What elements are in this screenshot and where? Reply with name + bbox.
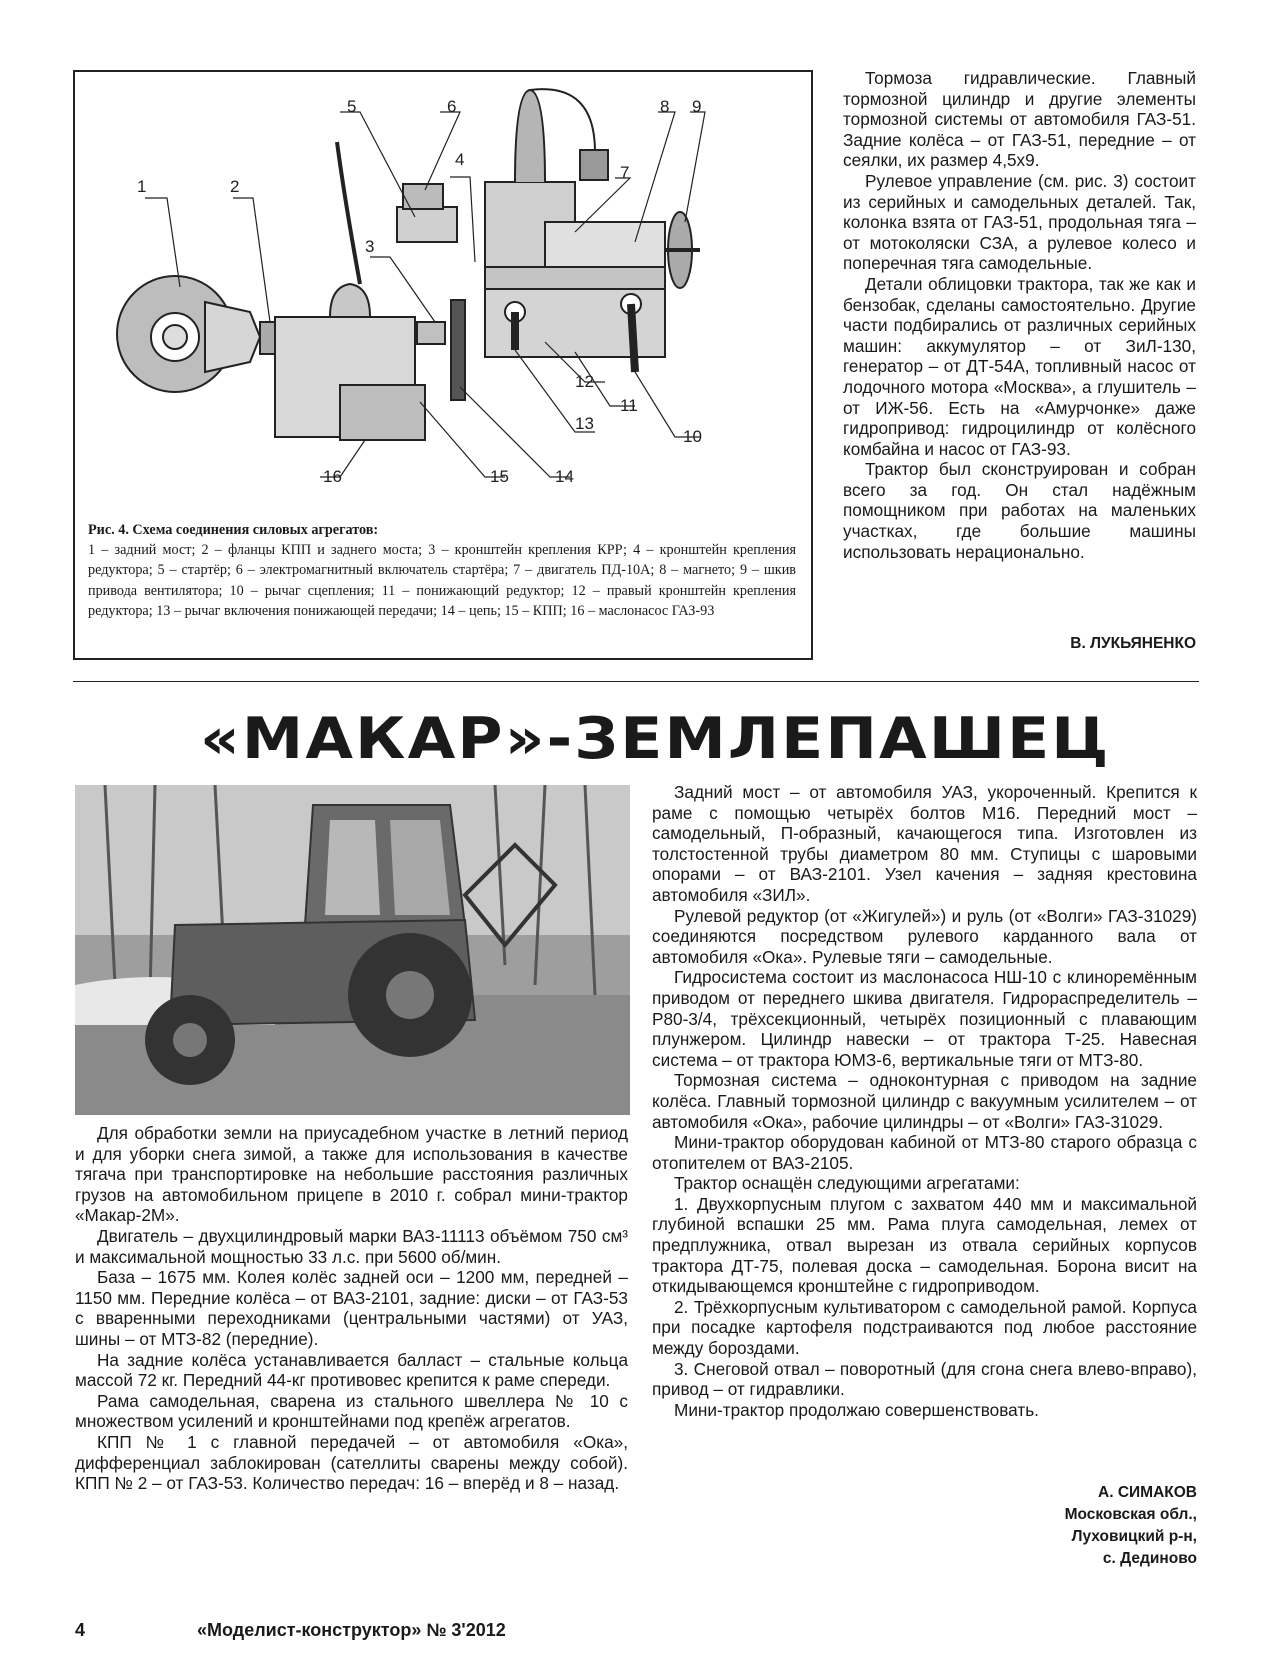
figure-caption	[88, 520, 796, 621]
paragraph: Тормозная система – одноконтурная с приводом на задние колёса. Главный тормозной цилиндр с вакуумным усилителем – от автомобиля «Ока», рабочие цилиндры – от «Волги» ГАЗ-31029.	[652, 1070, 1197, 1132]
paragraph: База – 1675 мм. Колея колёс задней оси – 1200 мм, передней – 1150 мм. Передние колёса – от ВАЗ-2101, задние: диски – от ГАЗ-53 с вваренными переходниками (центральными частями) от УАЗ, шины – от МТЗ-82 (передние).	[75, 1267, 628, 1349]
paragraph: Рулевой редуктор (от «Жигулей») и руль (от «Волги» ГАЗ-31029) соединяются посредством рулевого карданного вала от автомобиля «Ока». Рулевые тяги – самодельные.	[652, 905, 1197, 967]
paragraph: Детали облицовки трактора, так же как и бензобак, сделаны самостоятельно. Другие части подбирались от различных серийных машин: аккумулятор – от ЗиЛ-130, генератор – от ДТ-54А, топливный насос от лодочного мотора «Москва», а глушитель – от ИЖ-56. Есть на «Амурчонке» даже гидропривод: гидроцилиндр от колёсного комбайна и насос от ГАЗ-93.	[843, 273, 1196, 459]
rear-axle-housing	[205, 302, 260, 372]
paragraph: Мини-трактор продолжаю совершенствовать.	[674, 1399, 1039, 1420]
paragraph: Рулевое управление (см. рис. 3) состоит из серийных и самодельных деталей. Так, колонка взята от ГАЗ-51, продольная тяга – от мотоколяски СЗА, а рулевое колесо и поперечная тяга самодельные.	[843, 170, 1196, 274]
paragraph: 2. Трёхкорпусным культиватором с самодельной рамой. Корпуса при посадке картофеля подстраиваются под любое расстояние между бороздами.	[652, 1296, 1197, 1359]
diagram-label: 13	[575, 414, 594, 433]
diagram-label: 11	[620, 396, 638, 415]
diagram-label: 8	[660, 97, 670, 116]
paragraph: 3. Снеговой отвал – поворотный (для сгона снега влево-вправо), привод – от гидравлики.	[652, 1358, 1197, 1400]
main-article-right-column	[652, 782, 1197, 1420]
diagram-label: 5	[347, 97, 357, 116]
oil-pump	[340, 385, 425, 440]
diagram-label: 3	[365, 237, 375, 256]
drive-chain	[451, 300, 465, 400]
tractor-photo	[75, 785, 630, 1115]
paragraph: Гидросистема состоит из маслонасоса НШ-10 с клиноремённым приводом от переднего шкива двигателя. Гидрораспределитель – Р80-3/4, трёхсекционный, четырёх позиционный с плавающим плунжером. Цилиндр навески – от трактора Т-25. Навесная система – от трактора ЮМЗ-6, вертикальные тяги от МТЗ-80.	[652, 967, 1197, 1070]
diagram-label: 7	[620, 163, 630, 182]
page-number: 4	[75, 1620, 86, 1640]
diagram-label: 12	[575, 372, 594, 391]
diagram-label: 6	[447, 97, 457, 116]
flange	[260, 322, 276, 354]
paragraph: Трактор оснащён следующими агрегатами:	[674, 1173, 1020, 1194]
paragraph: Рама самодельная, сварена из стального швеллера № 10 с множеством усилений и кронштейнами под крепёж агрегатов.	[75, 1390, 628, 1432]
article-title: «МАКАР»-ЗЕМЛЕПАШЕЦ	[200, 706, 1111, 772]
diagram-label: 1	[137, 177, 147, 196]
diagram-label: 15	[490, 467, 509, 486]
paragraph: Трактор был сконструирован и собран всего за год. Он стал надёжным помощником при работах на маленьких участках, где большие машины использовать нерационально.	[843, 459, 1196, 562]
top-article-column	[843, 68, 1196, 562]
author-region: Московская обл.,	[1064, 1506, 1197, 1523]
journal-issue: «Моделист-конструктор» № 3'2012	[197, 1620, 506, 1640]
diagram-label: 2	[230, 177, 240, 196]
paragraph: На задние колёса устанавливается балласт – стальные кольца массой 72 кг. Передний 44-кг противовес крепится к раме спереди.	[75, 1349, 628, 1391]
paragraph: КПП № 1 с главной передачей – от автомобиля «Ока», дифференциал заблокирован (сателлиты сварены между собой). КПП № 2 – от ГАЗ-53. Количество передач: 16 – вперёд и 8 – назад.	[75, 1431, 628, 1494]
paragraph: Для обработки земли на приусадебном участке в летний период и для уборки снега зимой, а также для использования в качестве тягача при транспортировке на небольшие расстояния различных грузов на автомобильном прицепе в 2010 г. собрал мини-трактор «Макар-2М».	[75, 1123, 628, 1226]
diagram-label: 16	[323, 467, 342, 486]
magneto	[580, 150, 608, 180]
paragraph: 1. Двухкорпусным плугом с захватом 440 мм и максимальной глубиной вспашки 25 мм. Рама плуга самодельная, лемех от предплужника, отвал вырезан из отвала серийных корпусов трактора ДТ-75, полевая доска – самодельная. Борона висит на откидывающемся кронштейне с гидроприводом.	[652, 1193, 1197, 1297]
figure-caption-text: 1 – задний мост; 2 – фланцы КПП и заднего моста; 3 – кронштейн крепления КРР; 4 – кронштейн крепления редуктора; 5 – стартёр; 6 – электромагнитный включатель стартёра; 7 – двигатель ПД-10А; 8 – магнето; 9 – шкив привода вентилятора; 10 – рычаг сцепления; 11 – понижающий редуктор; 12 – правый кронштейн крепления редуктора; 13 – рычаг включения понижающей передачи; 14 – цепь; 15 – КПП; 16 – маслонасос ГАЗ-93	[88, 542, 796, 619]
paragraph: Тормоза гидравлические. Главный тормозной цилиндр и другие элементы тормозной системы от автомобиля ГАЗ-51. Задние колёса – от ГАЗ-51, передние – от сеялки, их размер 4,5х9.	[843, 68, 1196, 171]
diagram-label: 14	[555, 467, 574, 486]
paragraph: Двигатель – двухцилиндровый марки ВАЗ-11113 объёмом 750 см³ и максимальной мощностью 33 л.с. при 5600 об/мин.	[75, 1225, 628, 1267]
starter	[397, 207, 457, 242]
diagram-label: 9	[692, 97, 702, 116]
top-article-author: В. ЛУКЬЯНЕНКО	[1070, 635, 1196, 652]
paragraph: Мини-трактор оборудован кабиной от МТЗ-80 старого образца с отопителем от ВАЗ-2105.	[652, 1132, 1197, 1173]
diagram-label: 10	[683, 427, 702, 446]
main-article-author: А. СИМАКОВ	[1098, 1484, 1197, 1501]
power-units-diagram	[75, 72, 811, 517]
author-village: с. Дединово	[1102, 1550, 1197, 1567]
main-article-left-column	[75, 1123, 628, 1494]
main-article-signature	[900, 1482, 1197, 1570]
gear-lever	[337, 142, 360, 284]
diagram-label: 4	[455, 150, 465, 169]
paragraph: Задний мост – от автомобиля УАЗ, укороченный. Крепится к раме с помощью четырёх болтов М16. Передний мост – самодельный, П-образный, качающегося типа. Изготовлен из толстостенной трубы диаметром 80 мм. Ступицы с шаровыми опорами – от ВАЗ-2101. Узел качения – задняя крестовина автомобиля «ЗИЛ».	[652, 782, 1197, 905]
figure-caption-title: Рис. 4. Схема соединения силовых агрегатов:	[88, 522, 379, 538]
article-divider	[73, 681, 1199, 682]
author-district: Луховицкий р-н,	[1071, 1528, 1197, 1545]
